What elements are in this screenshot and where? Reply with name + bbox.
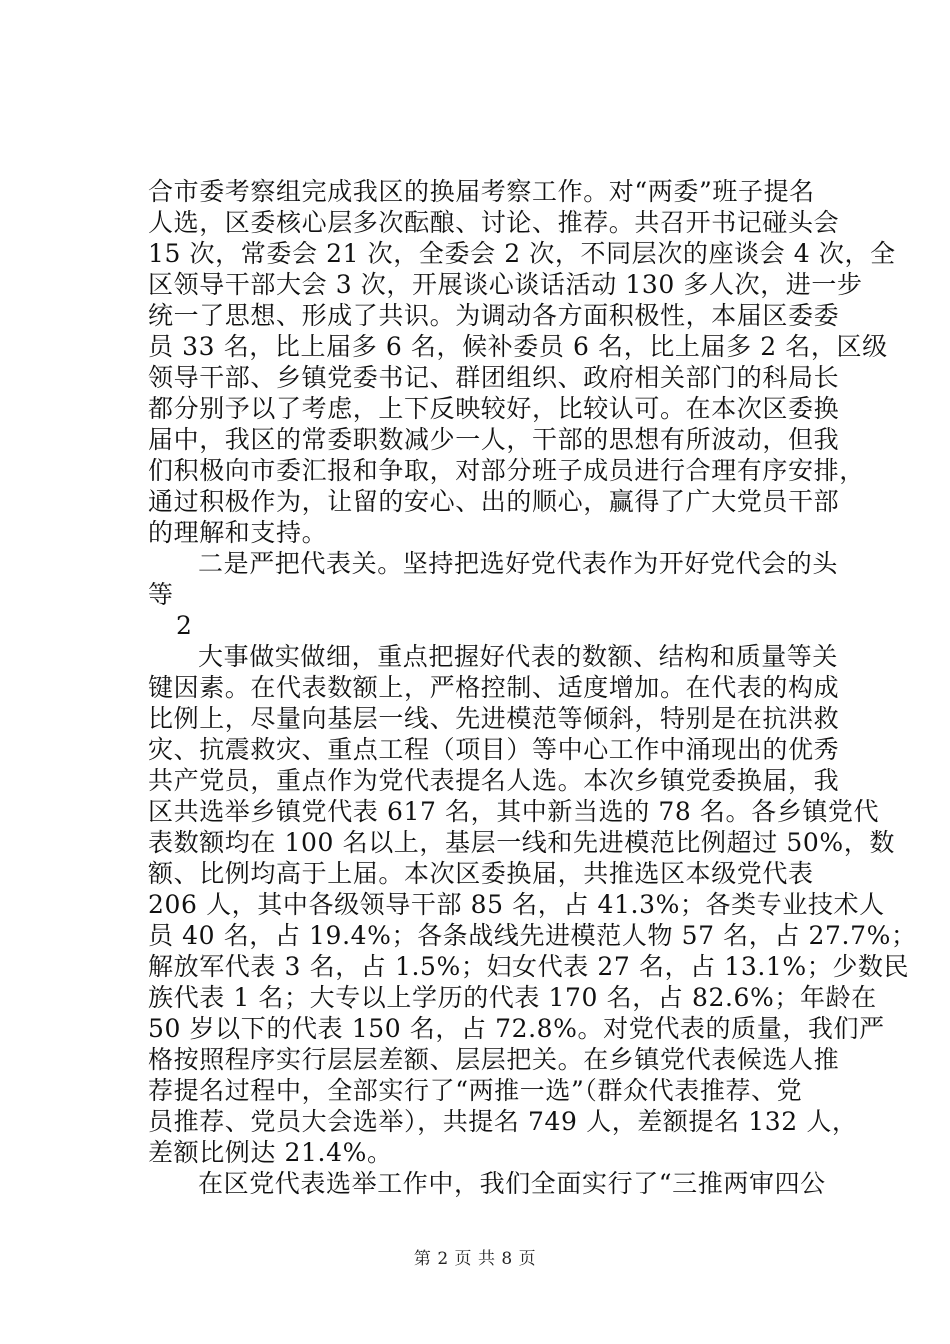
text-line: 合市委考察组完成我区的换届考察工作。对“两委”班子提名 [148,177,815,206]
text-line: 们积极向市委汇报和争取，对部分班子成员进行合理有序安排， [148,456,865,485]
text-line: 灾、抗震救灾、重点工程（项目）等中心工作中涌现出的优秀 [148,735,840,764]
text-line: 通过积极作为，让留的安心、出的顺心，赢得了广大党员干部 [148,487,840,516]
text-line: 员 33 名，比上届多 6 名，候补委员 6 名，比上届多 2 名，区级 [148,332,888,361]
text-line: 共产党员，重点作为党代表提名人选。本次乡镇党委换届，我 [148,766,840,795]
text-line: 比例上，尽量向基层一线、先进模范等倾斜，特别是在抗洪救 [148,704,840,733]
paragraph-start-line: 二是严把代表关。坚持把选好党代表作为开好党代会的头 [198,549,839,578]
text-line: 领导干部、乡镇党委书记、群团组织、政府相关部门的科局长 [148,363,840,392]
text-line: 格按照程序实行层层差额、层层把关。在乡镇党代表候选人推 [148,1045,840,1074]
text-line: 206 人，其中各级领导干部 85 名，占 41.3%；各类专业技术人 [148,890,885,919]
body-text [148,176,917,1199]
paragraph-start-line: 在区党代表选举工作中，我们全面实行了“三推两审四公 [198,1169,826,1198]
text-line: 50 岁以下的代表 150 名，占 72.8%。对党代表的质量，我们严 [148,1014,885,1043]
page-footer: 第 2 页 共 8 页 [413,1249,537,1269]
paragraph-start-line: 大事做实做细，重点把握好代表的数额、结构和质量等关 [198,642,839,671]
text-line: 员 40 名，占 19.4%；各条战线先进模范人物 57 名，占 27.7%； [148,921,917,950]
text-line: 差额比例达 21.4%。 [148,1138,393,1167]
text-line: 键因素。在代表数额上，严格控制、适度增加。在代表的构成 [148,673,840,702]
text-line: 都分别予以了考虑，上下反映较好，比较认可。在本次区委换 [148,394,840,423]
text-line: 届中，我区的常委职数减少一人，干部的思想有所波动，但我 [148,425,840,454]
text-line: 等 [148,580,174,609]
text-line: 区领导干部大会 3 次，开展谈心谈话活动 130 多人次，进一步 [148,270,863,299]
text-line: 人选，区委核心层多次酝酿、讨论、推荐。共召开书记碰头会 [148,208,840,237]
text-line: 表数额均在 100 名以上，基层一线和先进模范比例超过 50%，数 [148,828,895,857]
text-line: 族代表 1 名；大专以上学历的代表 170 名，占 82.6%；年龄在 [148,983,877,1012]
text-line: 荐提名过程中，全部实行了“两推一选”（群众代表推荐、党 [148,1076,803,1105]
text-line: 解放军代表 3 名，占 1.5%；妇女代表 27 名，占 13.1%；少数民 [148,952,910,981]
inline-page-number: 2 [176,611,193,640]
text-line: 额、比例均高于上届。本次区委换届，共推选区本级党代表 [148,859,814,888]
text-line: 员推荐、党员大会选举），共提名 749 人，差额提名 132 人， [148,1107,858,1136]
text-line: 的理解和支持。 [148,518,328,547]
text-line: 15 次，常委会 21 次，全委会 2 次，不同层次的座谈会 4 次，全 [148,239,896,268]
text-line: 统一了思想、形成了共识。为调动各方面积极性，本届区委委 [148,301,840,330]
text-line: 区共选举乡镇党代表 617 名，其中新当选的 78 名。各乡镇党代 [148,797,880,826]
